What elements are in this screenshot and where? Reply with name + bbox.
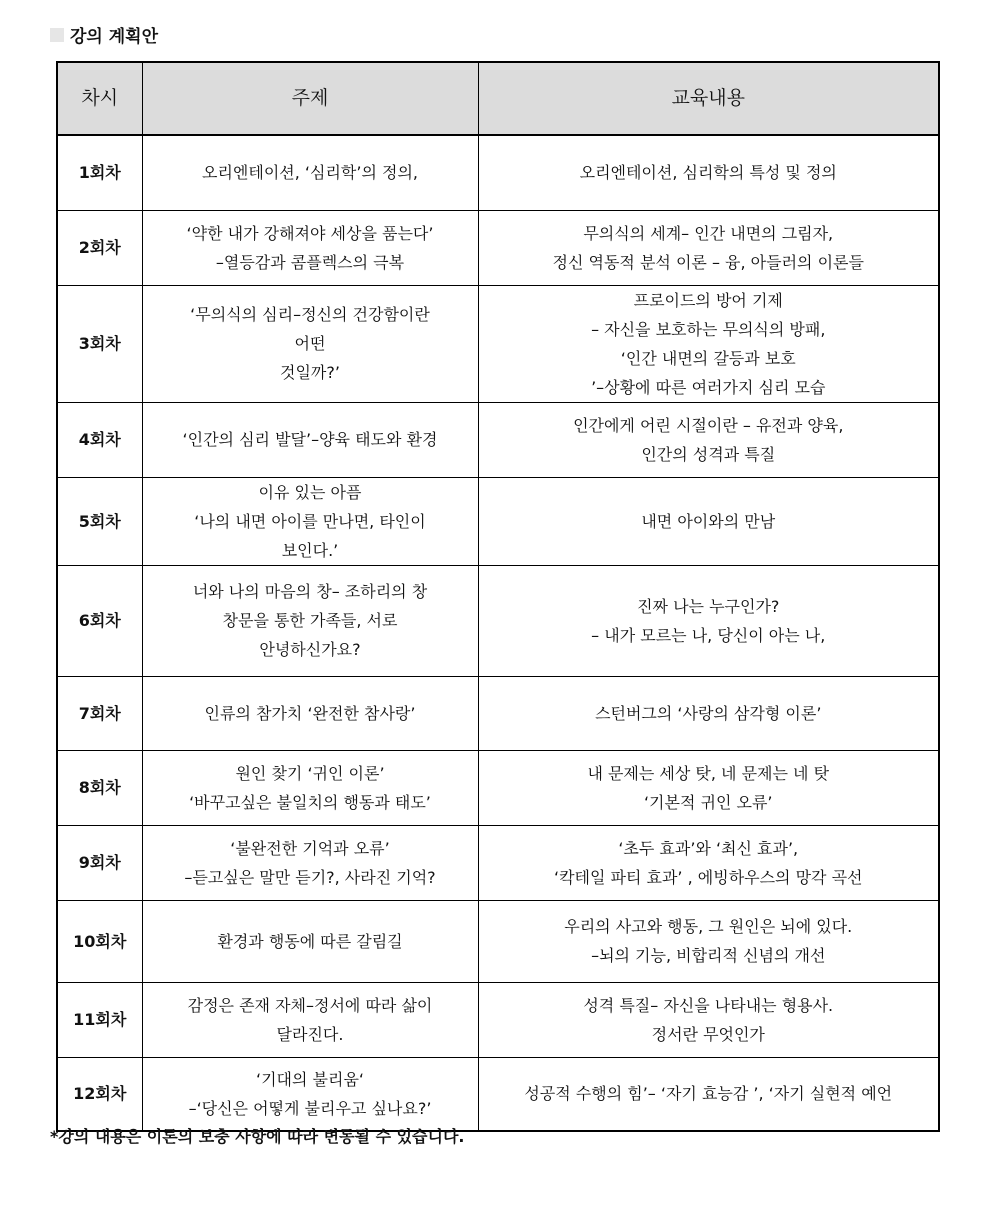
table-row — [57, 210, 939, 285]
topic-cell: ‘불완전한 기억과 오류’ –듣고싶은 말만 듣기?, 사라진 기억? — [142, 825, 478, 900]
content-cell: 스턴버그의 ‘사랑의 삼각형 이론’ — [478, 676, 939, 750]
topic-cell: ‘인간의 심리 발달’–양육 태도와 환경 — [142, 402, 478, 477]
session-cell: 11회차 — [57, 982, 142, 1057]
footnote: *강의 내용은 이론의 보충 사항에 따라 변동될 수 있습니다. — [50, 1127, 465, 1146]
content-cell: 인간에게 어린 시절이란 – 유전과 양육, 인간의 성격과 특질 — [478, 402, 939, 477]
table-row — [57, 982, 939, 1057]
topic-cell: 환경과 행동에 따른 갈림길 — [142, 900, 478, 982]
session-cell: 5회차 — [57, 477, 142, 565]
content-cell: 내면 아이와의 만남 — [478, 477, 939, 565]
header-session: 차시 — [57, 62, 142, 135]
session-cell: 4회차 — [57, 402, 142, 477]
table-row — [57, 402, 939, 477]
topic-cell: ‘약한 내가 강해져야 세상을 품는다’ –열등감과 콤플렉스의 극복 — [142, 210, 478, 285]
table-row — [57, 285, 939, 402]
table-row — [57, 1057, 939, 1131]
header-topic: 주제 — [142, 62, 478, 135]
content-cell: 진짜 나는 누구인가? – 내가 모르는 나, 당신이 아는 나, — [478, 565, 939, 676]
content-cell: 무의식의 세계– 인간 내면의 그림자, 정신 역동적 분석 이론 – 융, 아들러의 이론들 — [478, 210, 939, 285]
table-row — [57, 135, 939, 210]
page-title — [50, 22, 158, 47]
table-header — [57, 62, 939, 135]
table-row — [57, 477, 939, 565]
content-cell: 우리의 사고와 행동, 그 원인은 뇌에 있다. –뇌의 기능, 비합리적 신념의 개선 — [478, 900, 939, 982]
header-content: 교육내용 — [478, 62, 939, 135]
table-row — [57, 750, 939, 825]
topic-cell: 이유 있는 아픔 ‘나의 내면 아이를 만나면, 타인이 보인다.’ — [142, 477, 478, 565]
table-row — [57, 900, 939, 982]
session-cell: 10회차 — [57, 900, 142, 982]
session-cell: 1회차 — [57, 135, 142, 210]
session-cell: 6회차 — [57, 565, 142, 676]
content-cell: 성공적 수행의 힘’– ‘자기 효능감 ’, ‘자기 실현적 예언 — [478, 1057, 939, 1131]
table-row — [57, 565, 939, 676]
session-cell: 2회차 — [57, 210, 142, 285]
title-marker — [50, 28, 64, 42]
topic-cell: ‘기대의 불리움‘ –‘당신은 어떻게 불리우고 싶나요?’ — [142, 1057, 478, 1131]
session-cell: 8회차 — [57, 750, 142, 825]
lecture-plan-table — [56, 61, 940, 1132]
content-cell: 성격 특질– 자신을 나타내는 형용사. 정서란 무엇인가 — [478, 982, 939, 1057]
topic-cell: 원인 찾기 ‘귀인 이론’ ‘바꾸고싶은 불일치의 행동과 태도’ — [142, 750, 478, 825]
topic-cell: ‘무의식의 심리–정신의 건강함이란 어떤 것일까?’ — [142, 285, 478, 402]
session-cell: 7회차 — [57, 676, 142, 750]
session-cell: 12회차 — [57, 1057, 142, 1131]
page-title-text: 강의 계획안 — [70, 27, 159, 47]
topic-cell: 너와 나의 마음의 창– 조하리의 창 창문을 통한 가족들, 서로 안녕하신가요? — [142, 565, 478, 676]
content-cell: 오리엔테이션, 심리학의 특성 및 정의 — [478, 135, 939, 210]
table-row — [57, 676, 939, 750]
session-cell: 3회차 — [57, 285, 142, 402]
session-cell: 9회차 — [57, 825, 142, 900]
topic-cell: 오리엔테이션, ‘심리학’의 정의, — [142, 135, 478, 210]
content-cell: ‘초두 효과’와 ‘최신 효과’, ‘칵테일 파티 효과’ , 에빙하우스의 망각 곡선 — [478, 825, 939, 900]
topic-cell: 인류의 참가치 ‘완전한 참사랑’ — [142, 676, 478, 750]
content-cell: 내 문제는 세상 탓, 네 문제는 네 탓 ‘기본적 귀인 오류’ — [478, 750, 939, 825]
table-body — [57, 135, 939, 1131]
header-row — [57, 62, 939, 135]
content-cell: 프로이드의 방어 기제 – 자신을 보호하는 무의식의 방패, ‘인간 내면의 갈등과 보호 ’–상황에 따른 여러가지 심리 모습 — [478, 285, 939, 402]
topic-cell: 감정은 존재 자체–정서에 따라 삶이 달라진다. — [142, 982, 478, 1057]
table-row — [57, 825, 939, 900]
